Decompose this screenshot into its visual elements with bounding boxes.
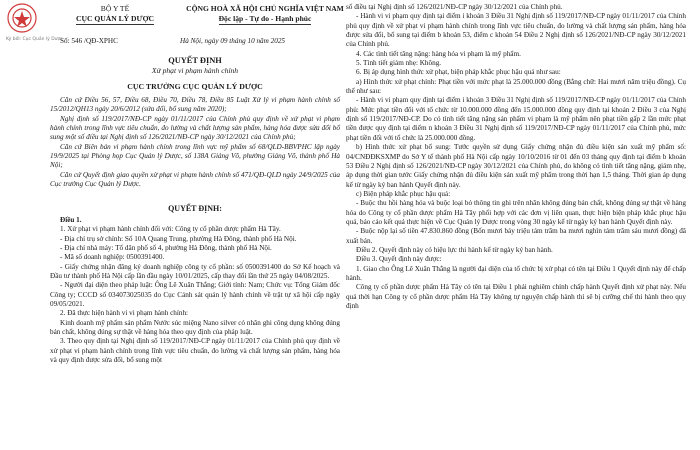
paragraph: c) Biện pháp khắc phục hậu quả: xyxy=(356,189,451,198)
article-item: 3. Theo quy định tại Nghị định số 119/2017/NĐ-CP ngày 01/11/2017 của Chính phủ quy định về xử phạt vi phạm hành chính trong lĩnh vực tiêu chuẩn, đo lường và chất lượng sản phẩm, hàng hóa và quy định được sửa đổi, bổ sung một xyxy=(50,337,340,365)
right-column-body xyxy=(346,3,686,311)
preamble-line: Căn cứ Điều 56, 57, Điều 68, Điều 70, Điều 78, Điều 85 Luật Xử lý vi phạm hành chính số 15/2012/QH13 ngày 20/6/2012 (sửa đổi, bổ sung năm 2020); xyxy=(50,96,340,114)
preamble xyxy=(50,96,340,189)
paragraph: Công ty cổ phần dược phẩm Hà Tây có tên tại Điều 1 phải nghiêm chỉnh chấp hành Quyết định xử phạt này. Nếu quá thời hạn Công ty cổ phần dược phẩm Hà Tây không tự nguyện chấp hành thì sẽ bị cưỡng chế thi hành theo quy định xyxy=(346,283,686,310)
document-number: Số: 546 /QĐ-XPHC xyxy=(60,37,118,45)
seal-icon xyxy=(8,4,36,32)
paragraph: - Hành vi vi phạm quy định tại điểm i khoản 3 Điều 31 Nghị định số 119/2017/NĐ-CP ngày 01/11/2017 của Chính phủ quy định về xử phạt vi phạm hành chính trong lĩnh vực tiêu chuẩn, đo lường và chất lượng sản phẩm, hàng hóa được sửa đổi, bổ sung tại điểm b khoản 53, điểm c khoản 54 Điều 2 Nghị định số 126/2021/NĐ-CP ngày 30/12/2021 của Chính phủ. xyxy=(346,12,686,49)
preamble-line: Căn cứ Quyết định giao quyền xử phạt vi phạm hành chính số 471/QĐ-QLD ngày 24/9/2025 của Cục trưởng Cục Quản lý Dược. xyxy=(50,170,340,189)
paragraph: a) Hình thức xử phạt chính: Phạt tiền với mức phạt là 25.000.000 đồng (Bằng chữ: Hai mươi năm triệu đồng). Cụ thể như sau: xyxy=(346,77,686,96)
paragraph: Điều 3. Quyết định này được: xyxy=(356,255,442,264)
ministry-name: BỘ Y TẾ xyxy=(100,4,130,13)
article-item: - Mã số doanh nghiệp: 0500391400. xyxy=(60,253,165,262)
doc-type: QUYẾT ĐỊNH xyxy=(168,56,222,65)
republic-name: CỘNG HOÀ XÃ HỘI CHỦ NGHĨA VIỆT NAM xyxy=(186,4,344,13)
article-item: - Giấy chứng nhận đăng ký doanh nghiệp công ty cổ phần: số 0500391400 do Sở Kế hoạch và Đầu tư thành phố Hà Nội cấp lần đầu ngày 10/01/2025, cấp thay đổi lần thứ 25 ngày 04/08/2025. xyxy=(50,262,340,281)
authority-title: CỤC TRƯỞNG CỤC QUẢN LÝ DƯỢC xyxy=(127,82,263,91)
paragraph: 6. Bị áp dụng hình thức xử phạt, biện pháp khắc phục hậu quả như sau: xyxy=(356,68,561,77)
article-item: Kinh doanh mỹ phẩm sản phẩm Nước súc miệng Nano silver có nhãn ghi công dụng không đúng bản chất, không đúng sự thật về hàng hóa theo quy định của pháp luật. xyxy=(50,318,340,337)
paragraph: - Buộc nộp lại số tiền 47.830.860 đồng (Bốn mươi bảy triệu tám trăm ba mươi nghìn tám trăm sáu mươi đồng) đã xuất bán. xyxy=(346,227,686,245)
article-item: - Địa chỉ nhà máy: Tổ dân phố số 4, phường Hà Đông, thành phố Hà Nội. xyxy=(60,244,272,253)
motto: Độc lập - Tự do - Hạnh phúc xyxy=(219,14,312,25)
paragraph: Điều 2. Quyết định này có hiệu lực thi hành kể từ ngày ký ban hành. xyxy=(356,245,553,254)
article-heading: Điều 1. xyxy=(60,216,82,224)
decision-heading: QUYẾT ĐỊNH: xyxy=(168,204,222,213)
right-column xyxy=(346,0,686,450)
paragraph: 1. Giao cho Ông Lê Xuân Thắng là người đại diện của tổ chức bị xử phạt có tên tại Điều 1 Quyết định này để chấp hành. xyxy=(346,264,686,282)
issuer-block xyxy=(50,4,180,25)
paragraph: 4. Các tình tiết tăng nặng: hàng hóa vi phạm là mỹ phẩm. xyxy=(356,49,521,58)
document-date: Hà Nội, ngày 09 tháng 10 năm 2025 xyxy=(180,37,286,45)
title-block xyxy=(50,56,340,91)
article-item: - Địa chỉ trụ sở chính: Số 10A Quang Trung, phường Hà Đông, thành phố Hà Nội. xyxy=(60,234,297,243)
preamble-line: Nghị định số 119/2017/NĐ-CP ngày 01/11/2017 của Chính phủ quy định về xử phạt vi phạm hành chính trong lĩnh vực tiêu chuẩn, đo lường và chất lượng sản phẩm, hàng hóa được sửa đổi bổ sung một số điều tại Nghị định số 126/2021/NĐ-CP ngày 30/12/2021 của Chính phủ; xyxy=(50,114,340,142)
paragraph: - Buộc thu hồi hàng hóa và buộc loại bỏ thông tin ghi trên nhãn không đúng bản chất, không đúng sự thật về hàng hóa do Công ty cổ phần dược phẩm Hà Tây phối hợp với các đơn vị liên quan, thực hiện biện pháp khắc phục hậu quả, báo cáo kết quả thực hiện về Cục Quản lý Dược trong vòng 30 ngày kể từ ngày ký ban hành Quyết định này. xyxy=(346,199,686,226)
paragraph: số điều tại Nghị định số 126/2021/NĐ-CP ngày 30/12/2021 của Chính phủ. xyxy=(346,3,563,11)
agency-name: CỤC QUẢN LÝ DƯỢC xyxy=(76,14,154,25)
digital-signature-strip xyxy=(0,0,69,450)
signature-strip-text: Ký bởi: Cục Quản lý Dược ... xyxy=(6,37,69,42)
article-1 xyxy=(50,216,340,366)
article-item: 1. Xử phạt vi phạm hành chính đối với: Công ty cổ phần dược phẩm Hà Tây. xyxy=(60,225,281,234)
left-column xyxy=(50,0,344,450)
doc-subject: Xử phạt vi phạm hành chính xyxy=(151,66,239,75)
preamble-line: Căn cứ Biên bản vi phạm hành chính trong lĩnh vực mỹ phẩm số 68/QLD-BBVPHC lập ngày 19/9/2025 tại Phòng họp Cục Quản lý Dược, số 138A Giảng Võ, phường Giảng Võ, thành phố Hà Nội; xyxy=(50,142,340,170)
paragraph: b) Hình thức xử phạt bổ sung: Tước quyền sử dụng Giấy chứng nhận đủ điều kiện sản xuất mỹ phẩm số: 04/CNĐĐKSXMP do Sở Y tế thành phố Hà Nội cấp ngày 10/10/2016 từ 01 đến 03 tháng quy định tại điểm b khoản 53 Điều 2 Nghị định số 126/2021/NĐ-CP ngày 30/12/2021 của Chính phủ, do không có tình tiết tăng nặng, giảm nhẹ, áp dụng thời gian tước Giấy chứng nhận đủ điều kiện sản xuất mỹ phẩm trong thời hạn 1,5 tháng. Thời gian áp dụng kể từ ngày ký ban hành Quyết định này. xyxy=(346,143,686,189)
paragraph: 5. Tình tiết giảm nhẹ: Không. xyxy=(356,59,442,68)
article-item: 2. Đã thực hiện hành vi vi phạm hành chính: xyxy=(60,309,189,318)
paragraph: - Hành vi vi phạm quy định tại điểm i khoản 3 Điều 31 Nghị định số 119/2017/NĐ-CP ngày 01/11/2017 của Chính phủ: Mức phạt tiền đối với tổ chức từ 10.000.000 đồng đến 15.000.000 đồng quy định tại khoản 2 Điều 3 của Nghị định số 119/2017/NĐ-CP. Do có tình tiết tăng nặng sản phẩm vi phạm là mỹ phẩm nên phạt tiền gấp 2 lần mức phạt tiền được quy định tại điểm n khoản 3 Điều 31 Nghị định số 119/2017/NĐ-CP ngày 01/11/2017 của Chính phủ, mức phạt tiền đối với tổ chức là 25.000.000 đồng. xyxy=(346,96,686,142)
article-item: - Người đại diện theo pháp luật: Ông Lê Xuân Thắng; Giới tính: Nam; Chức vụ: Tổng Giám đốc Công ty; CCCD số 034073025035 do Cục Cảnh sát quản lý hành chính về trật tự xã hội cấp ngày 09/05/2021. xyxy=(50,281,340,309)
national-heading xyxy=(170,4,360,25)
